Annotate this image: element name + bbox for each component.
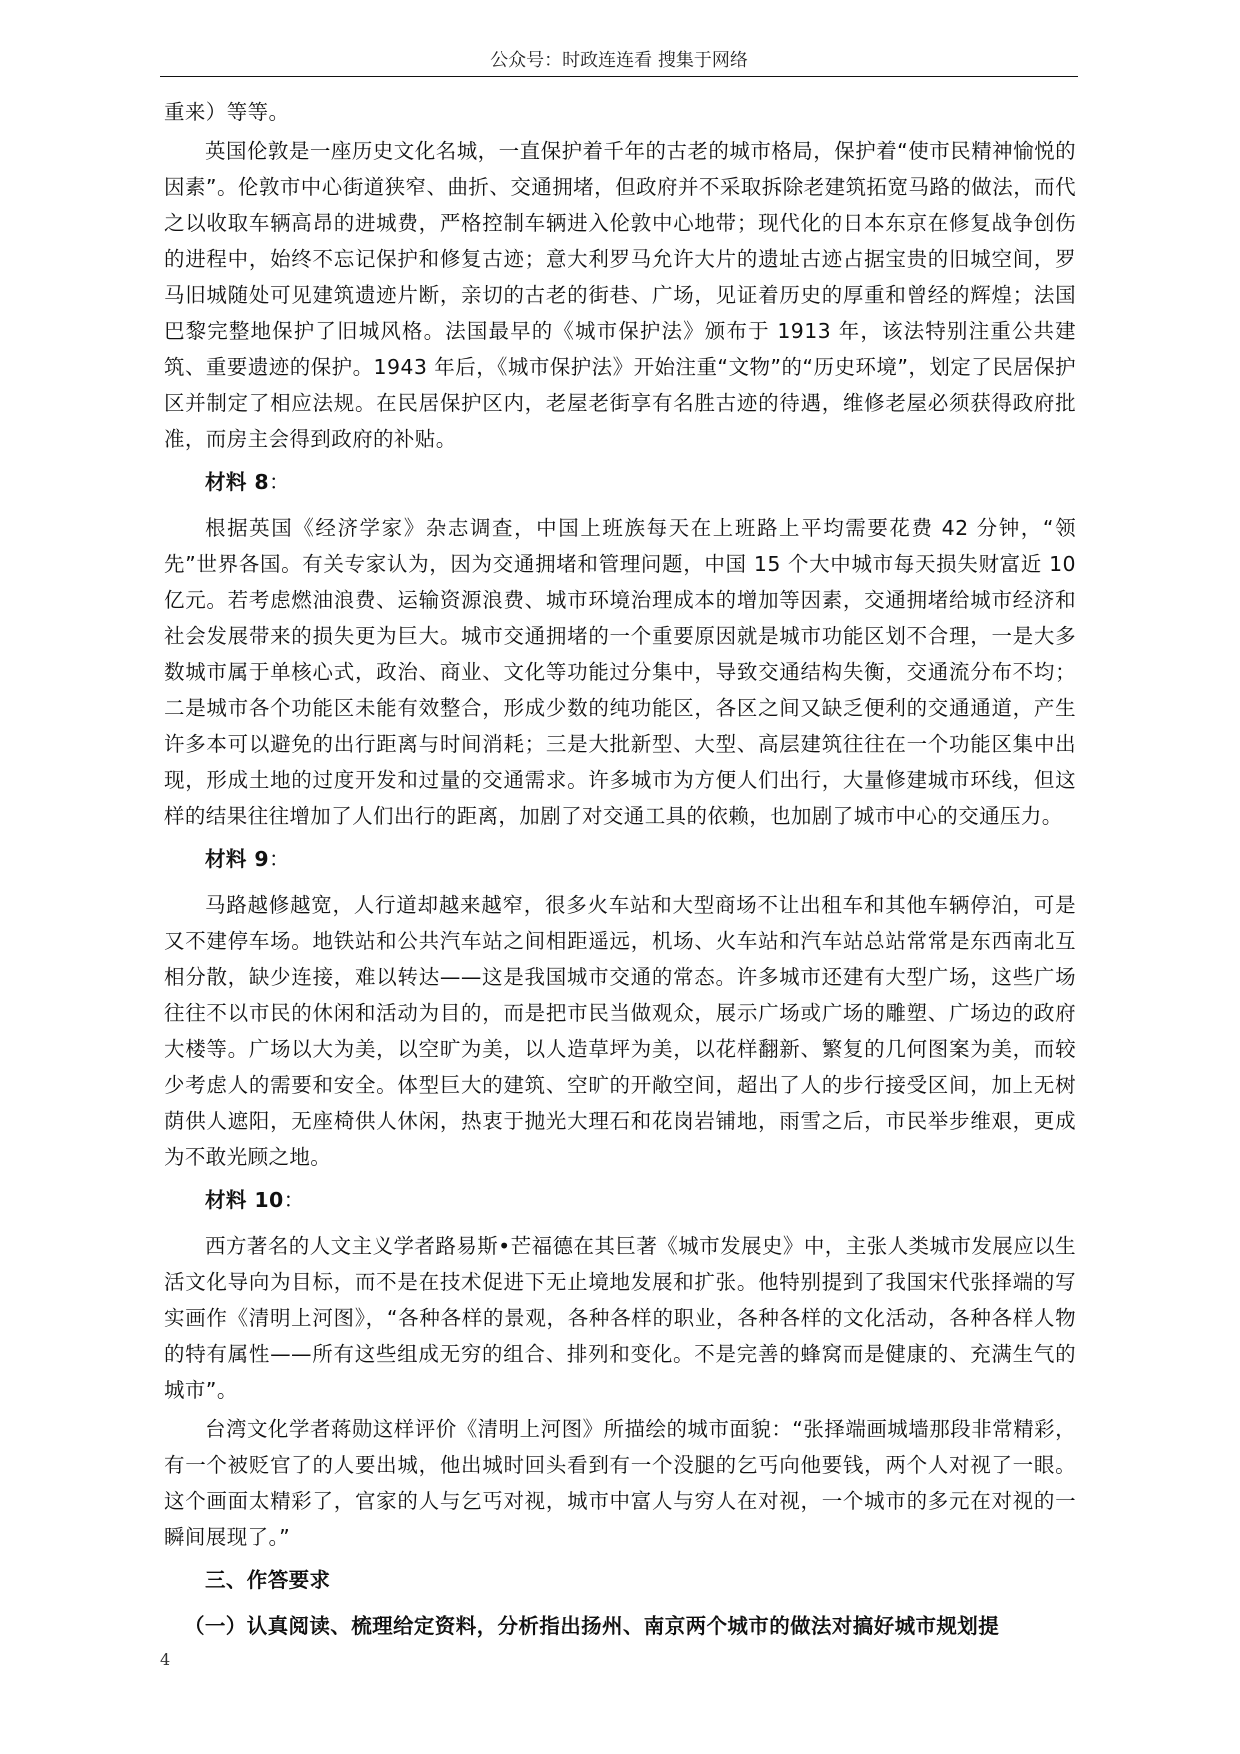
heading-label: 材料 9 (205, 847, 270, 871)
page-header: 公众号：时政连连看 搜集于网络 (490, 50, 748, 71)
paragraph: 马路越修越宽，人行道却越来越窄，很多火车站和大型商场不让出租车和其他车辆停泊，可是又不建停车场。地铁站和公共汽车站之间相距遥远，机场、火车站和汽车站总站常常是东西南北互相分散，缺少连接，难以转达——这是我国城市交通的常态。许多城市还建有大型广场，这些广场往往不以市民的休闲和活动为目的，而是把市民当做观众，展示广场或广场的雕塑、广场边的政府大楼等。广场以大为美，以空旷为美，以人造草坪为美，以花样翻新、繁复的几何图案为美，而较少考虑人的需要和安全。体型巨大的建筑、空旷的开敞空间，超出了人的步行接受区间，加上无树荫供人遮阳，无座椅供人休闲，热衷于抛光大理石和花岗岩铺地，雨雪之后，市民举步维艰，更成为不敢光顾之地。 (164, 893, 1076, 1169)
paragraph: 根据英国《经济学家》杂志调查，中国上班族每天在上班路上平均需要花费 42 分钟，“领先”世界各国。有关专家认为，因为交通拥堵和管理问题，中国 15 个大中城市每天损失财富近 10 亿元。若考虑燃油浪费、运输资源浪费、城市环境治理成本的增加等因素，交通拥堵给城市经济和社会发展带来的损失更为巨大。城市交通拥堵的一个重要原因就是城市功能区划不合理，一是大多数城市属于单核心式，政治、商业、文化等功能过分集中，导致交通结构失衡，交通流分布不均；二是城市各个功能区未能有效整合，形成少数的纯功能区，各区之间又缺乏便利的交通通道，产生许多本可以避免的出行距离与时间消耗；三是大批新型、大型、高层建筑往往在一个功能区集中出现，形成土地的过度开发和过量的交通需求。许多城市为方便人们出行，大量修建城市环线，但这样的结果往往增加了人们出行的距离，加剧了对交通工具的依赖，也加剧了城市中心的交通压力。 (164, 516, 1076, 828)
paragraph: 台湾文化学者蒋勋这样评价《清明上河图》所描绘的城市面貌：“张择端画城墙那段非常精彩，有一个被贬官了的人要出城，他出城时回头看到有一个没腿的乞丐向他要钱，两个人对视了一眼。这个画面太精彩了，官家的人与乞丐对视，城市中富人与穷人在对视，一个城市的多元在对视的一瞬间展现了。” (164, 1417, 1076, 1549)
paragraph: 西方著名的人文主义学者路易斯•芒福德在其巨著《城市发展史》中，主张人类城市发展应以生活文化导向为目标，而不是在技术促进下无止境地发展和扩张。他特别提到了我国宋代张择端的写实画作《清明上河图》，“各种各样的景观，各种各样的职业，各种各样的文化活动，各种各样人物的特有属性——所有这些组成无穷的组合、排列和变化。不是完善的蜂窝而是健康的、充满生气的城市”。 (164, 1234, 1076, 1402)
heading-colon: ： (269, 847, 290, 871)
section-heading-material-8 (164, 464, 1076, 500)
header-rule (160, 76, 1078, 77)
paragraph: 重来）等等。 (164, 100, 290, 124)
heading-label: 材料 8 (205, 470, 270, 494)
document-body (164, 94, 1076, 1654)
section-heading-answer-requirements (164, 1562, 1076, 1598)
heading-label: 三、作答要求 (205, 1568, 331, 1592)
question-1 (164, 1608, 1076, 1644)
heading-colon: ： (269, 470, 290, 494)
section-heading-material-9 (164, 841, 1076, 877)
heading-label: 材料 10 (205, 1188, 284, 1212)
page-number: 4 (160, 1650, 171, 1669)
section-heading-material-10 (164, 1182, 1076, 1218)
paragraph: 英国伦敦是一座历史文化名城，一直保护着千年的古老的城市格局，保护着“使市民精神愉悦的因素”。伦敦市中心街道狭窄、曲折、交通拥堵，但政府并不采取拆除老建筑拓宽马路的做法，而代之以收取车辆高昂的进城费，严格控制车辆进入伦敦中心地带；现代化的日本东京在修复战争创伤的进程中，始终不忘记保护和修复古迹；意大利罗马允许大片的遗址古迹占据宝贵的旧城空间，罗马旧城随处可见建筑遗迹片断，亲切的古老的街巷、广场，见证着历史的厚重和曾经的辉煌；法国巴黎完整地保护了旧城风格。法国最早的《城市保护法》颁布于 1913 年，该法特别注重公共建筑、重要遗迹的保护。1943 年后，《城市保护法》开始注重“文物”的“历史环境”，划定了民居保护区并制定了相应法规。在民居保护区内，老屋老街享有名胜古迹的待遇，维修老屋必须获得政府批准，而房主会得到政府的补贴。 (164, 139, 1076, 451)
question-text: （一）认真阅读、梳理给定资料，分析指出扬州、南京两个城市的做法对搞好城市规划提 (184, 1614, 1000, 1638)
heading-colon: ： (283, 1188, 305, 1212)
